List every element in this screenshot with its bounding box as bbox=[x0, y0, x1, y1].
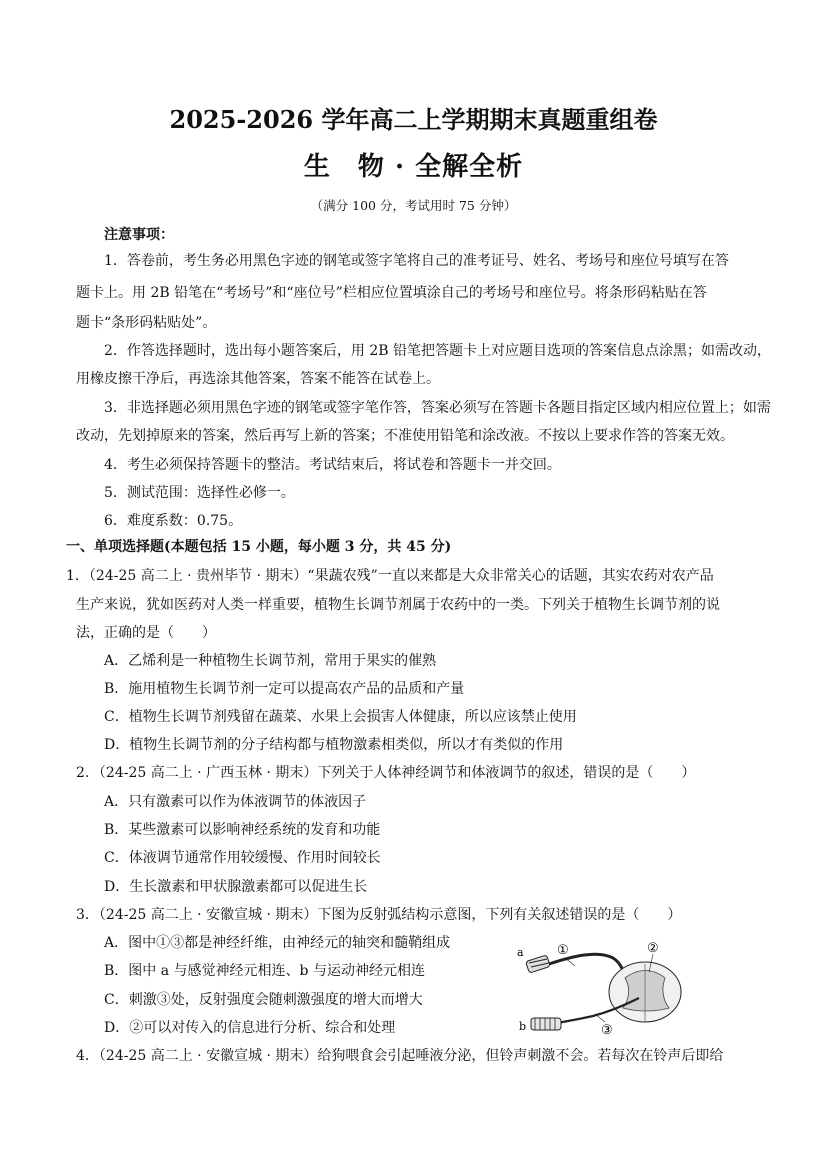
question-3-option-b: B．图中 a 与感觉神经元相连、b 与运动神经元相连 bbox=[104, 963, 425, 979]
notice-heading: 注意事项： bbox=[104, 227, 174, 243]
question-1-option-b: B．施用植物生长调节剂一定可以提高农产品的品质和产量 bbox=[104, 681, 465, 697]
question-3-option-a: A．图中①③都是神经纤维，由神经元的轴突和髓鞘组成 bbox=[104, 935, 451, 951]
section-heading: 一、单项选择题(本题包括 15 小题，每小题 3 分，共 45 分) bbox=[66, 539, 452, 555]
question-3-stem: 3．（24-25 高二上 · 安徽宣城 · 期末）下图为反射弧结构示意图，下列有关叙述错误的是（ ） bbox=[76, 907, 682, 923]
figure-label: a bbox=[517, 946, 524, 959]
question-1-option-c: C．植物生长调节剂残留在蔬菜、水果上会损害人体健康，所以应该禁止使用 bbox=[104, 709, 577, 725]
question-2-option-c: C．体液调节通常作用较缓慢、作用时间较长 bbox=[104, 850, 381, 866]
effector-b bbox=[531, 1018, 561, 1030]
notice-line: 2．作答选择题时，选出每小题答案后，用 2B 铅笔把答题卡上对应题目选项的答案信息点涂黑；如需改动， bbox=[104, 343, 772, 359]
question-2-stem: 2．（24-25 高二上 · 广西玉林 · 期末）下列关于人体神经调节和体液调节的叙述，错误的是（ ） bbox=[76, 765, 696, 781]
receptor-a bbox=[526, 955, 551, 973]
notice-line: 改动，先划掉原来的答案，然后再写上新的答案；不准使用铅笔和涂改液。不按以上要求作答的答案无效。 bbox=[76, 428, 734, 444]
reflex-arc-figure bbox=[513, 938, 689, 1038]
question-2-option-b: B．某些激素可以影响神经系统的发育和功能 bbox=[104, 822, 381, 838]
question-1-option-d: D．植物生长调节剂的分子结构都与植物激素相类似，所以才有类似的作用 bbox=[104, 737, 564, 753]
notice-line: 题卡上。用 2B 铅笔在“考场号”和“座位号”栏相应位置填涂自己的考场号和座位号。将条形码粘贴在答 bbox=[76, 285, 707, 301]
notice-line: 5．测试范围：选择性必修一。 bbox=[104, 485, 295, 501]
question-4-stem: 4．（24-25 高二上 · 安徽宣城 · 期末）给狗喂食会引起唾液分泌，但铃声刺激不会。若每次在铃声后即给 bbox=[76, 1048, 724, 1064]
notice-line: 6．难度系数：0.75。 bbox=[104, 513, 243, 529]
exam-info: （满分 100 分，考试用时 75 分钟） bbox=[310, 198, 517, 213]
notice-line: 3．非选择题必须用黑色字迹的钢笔或签字笔作答，答案必须写在答题卡各题目指定区域内相应位置上；如需 bbox=[104, 400, 771, 416]
figure-label: ① bbox=[557, 943, 569, 958]
question-2-option-d: D．生长激素和甲状腺激素都可以促进生长 bbox=[104, 879, 368, 895]
question-1-stem: 法，正确的是（ ） bbox=[76, 625, 216, 641]
figure-label: b bbox=[519, 1020, 527, 1033]
notice-line: 题卡“条形码粘贴处”。 bbox=[76, 315, 217, 331]
notice-line: 1．答卷前，考生务必用黑色字迹的钢笔或签字笔将自己的准考证号、姓名、考场号和座位号填写在答 bbox=[104, 253, 729, 269]
question-3-option-d: D．②可以对传入的信息进行分析、综合和处理 bbox=[104, 1020, 396, 1036]
question-1-stem: 生产来说，犹如医药对人类一样重要，植物生长调节剂属于农药中的一类。下列关于植物生长调节剂的说 bbox=[76, 597, 720, 613]
question-1-option-a: A．乙烯利是一种植物生长调节剂，常用于果实的催熟 bbox=[104, 653, 437, 669]
notice-line: 4．考生必须保持答题卡的整洁。考试结束后，将试卷和答题卡一并交回。 bbox=[104, 457, 561, 473]
question-2-option-a: A．只有激素可以作为体液调节的体液因子 bbox=[104, 794, 367, 810]
document-subtitle: 生 物 · 全解全析 bbox=[303, 152, 524, 182]
document-title: 2025-2026 学年高二上学期期末真题重组卷 bbox=[169, 105, 658, 134]
figure-label: ③ bbox=[601, 1023, 613, 1038]
notice-line: 用橡皮擦干净后，再选涂其他答案，答案不能答在试卷上。 bbox=[76, 371, 440, 387]
figure-label: ② bbox=[647, 941, 659, 956]
question-3-option-c: C．刺激③处，反射强度会随刺激强度的增大而增大 bbox=[104, 992, 423, 1008]
question-1-stem: 1．（24-25 高二上 · 贵州毕节 · 期末）“果蔬农残”一直以来都是大众非常关心的话题，其实农药对农产品 bbox=[66, 568, 714, 584]
spinal-cord bbox=[609, 962, 681, 1022]
